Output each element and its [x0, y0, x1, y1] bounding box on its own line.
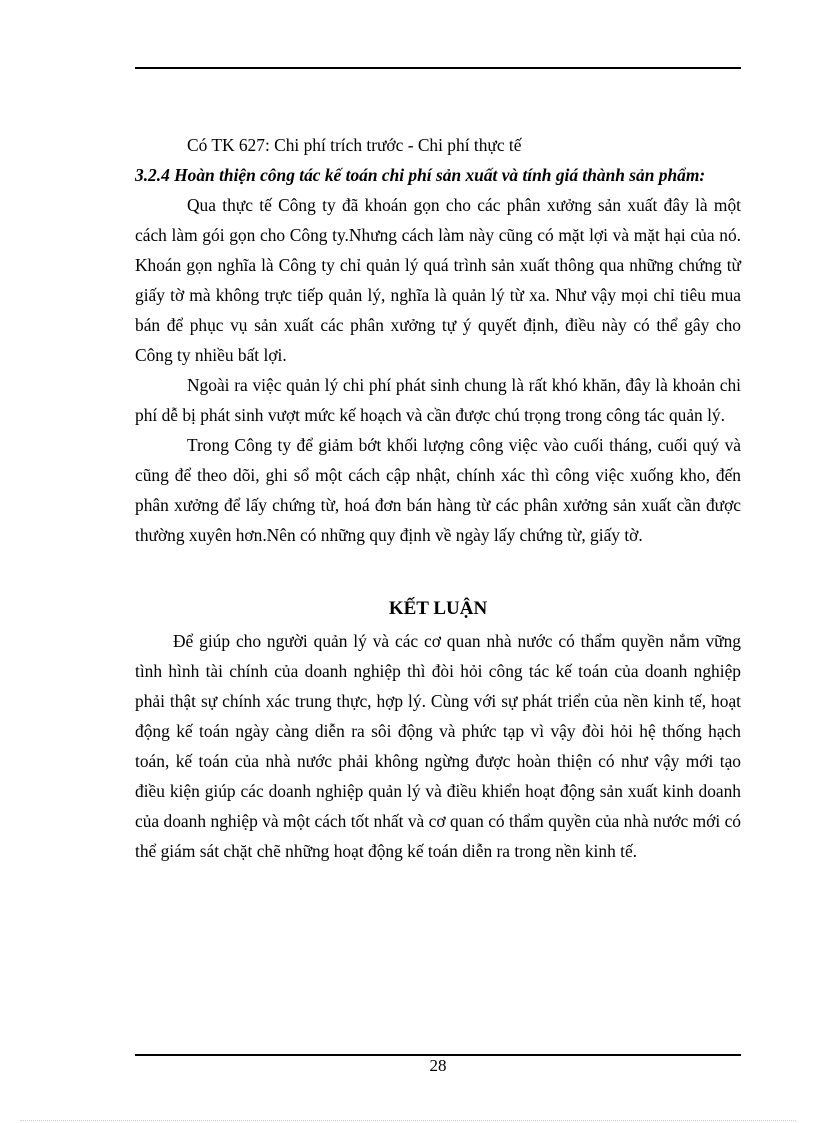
intro-line: Có TK 627: Chi phí trích trước - Chi phí thực tế	[187, 135, 522, 155]
header-rule	[135, 67, 741, 69]
paragraph-3: Trong Công ty để giảm bớt khối lượng công việc vào cuối tháng, cuối quý và cũng để theo dõi, ghi sổ một cách cập nhật, chính xác thì công việc xuống kho, đến phân xưởng để lấy chứng từ, hoá đơn bán hàng từ các phân xưởng sản xuất cần được thường xuyên hơn.Nên có những quy định về ngày lấy chứng từ, giấy tờ.	[135, 435, 741, 545]
section-heading: 3.2.4 Hoàn thiện công tác kế toán chi phí sản xuất và tính giá thành sản phẩm:	[135, 165, 706, 185]
page-edge-dotted-line	[20, 1120, 796, 1121]
paragraph-2: Ngoài ra việc quản lý chi phí phát sinh chung là rất khó khăn, đây là khoản chi phí dễ bị phát sinh vượt mức kế hoạch và cần được chú trọng trong công tác quản lý.	[135, 375, 741, 425]
paragraph-1: Qua thực tế Công ty đã khoán gọn cho các phân xưởng sản xuất đây là một cách làm gói gọn cho Công ty.Nhưng cách làm này cũng có mặt lợi và mặt hại của nó. Khoán gọn nghĩa là Công ty chỉ quản lý quá trình sản xuất thông qua những chứng từ giấy tờ mà không trực tiếp quản lý, nghĩa là quản lý từ xa. Như vậy mọi chỉ tiêu mua bán để phục vụ sản xuất các phân xưởng tự ý quyết định, điều này có thể gây cho Công ty nhiều bất lợi.	[135, 195, 741, 365]
conclusion-paragraph: Để giúp cho người quản lý và các cơ quan nhà nước có thẩm quyền nắm vững tình hình tài chính của doanh nghiệp thì đòi hỏi công tác kế toán của doanh nghiệp phải thật sự chính xác trung thực, hợp lý. Cùng với sự phát triển của nền kinh tế, hoạt động kế toán ngày càng diễn ra sôi động và phức tạp vì vậy đòi hỏi hệ thống hạch toán, kế toán của nhà nước phải không ngừng được hoàn thiện có như vậy mới tạo điều kiện giúp các doanh nghiệp quản lý và điều khiển hoạt động sản xuất kinh doanh của doanh nghiệp và một cách tốt nhất và cơ quan có thẩm quyền của nhà nước mới có thể giám sát chặt chẽ những hoạt động kế toán diễn ra trong nền kinh tế.	[135, 631, 741, 861]
page-number: 28	[429, 1056, 447, 1075]
page-body	[135, 130, 741, 866]
conclusion-title: KẾT LUẬN	[388, 598, 488, 619]
